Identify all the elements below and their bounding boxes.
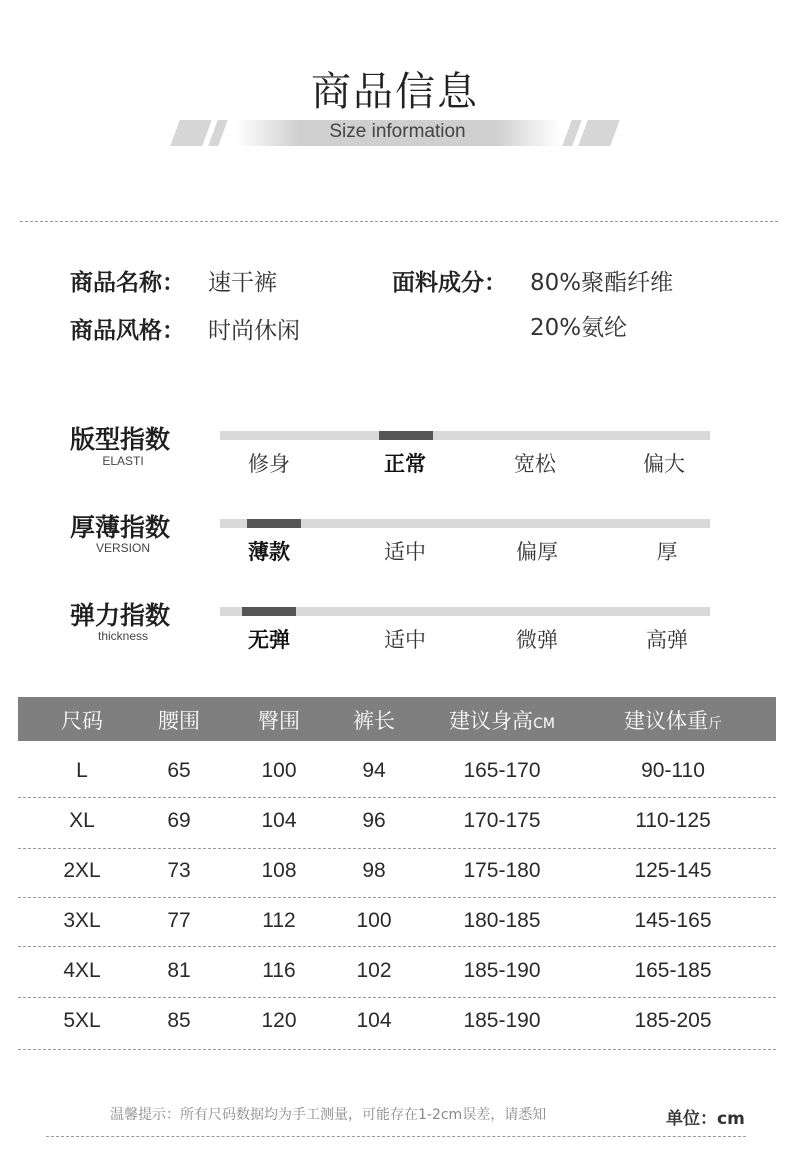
cell-weight: 125-145 (634, 859, 712, 882)
elasticity-option: 高弹 (646, 628, 688, 652)
fit-option-selected: 正常 (384, 452, 426, 476)
measurement-note: 温馨提示：所有尺码数据均为手工测量，可能存在1-2cm误差，请悉知 (110, 1107, 547, 1123)
elasticity-index-title: 弹力指数 (70, 601, 171, 630)
cell-size: 4XL (63, 959, 101, 982)
cell-waist: 81 (167, 959, 191, 982)
cell-hip: 108 (261, 859, 297, 882)
cell-height: 185-190 (463, 1009, 541, 1032)
banner-stripe-decoration (170, 120, 211, 146)
cell-length: 100 (356, 909, 392, 932)
cell-length: 102 (356, 959, 392, 982)
cell-weight: 165-185 (634, 959, 712, 982)
thickness-option: 厚 (656, 540, 678, 564)
subtitle-banner (175, 120, 615, 148)
cell-hip: 112 (262, 909, 296, 932)
unit-label: 单位：cm (666, 1109, 745, 1129)
fit-index-title: 版型指数 (70, 425, 171, 454)
elasticity-index-subtitle: thickness (97, 629, 149, 643)
header-size: 尺码 (61, 709, 103, 733)
table-row (18, 897, 776, 947)
fit-index-track (220, 431, 710, 440)
cell-weight: 185-205 (634, 1009, 712, 1032)
cell-waist: 69 (167, 809, 191, 832)
fabric-label: 面料成分： (392, 270, 507, 296)
page-subtitle: Size information (329, 121, 466, 142)
cell-hip: 104 (261, 809, 297, 832)
thickness-index-title: 厚薄指数 (70, 513, 171, 542)
cell-height: 165-170 (463, 759, 541, 782)
table-row (18, 947, 776, 997)
product-style-value: 时尚休闲 (208, 318, 300, 344)
header-weight-text: 建议体重 (624, 709, 708, 733)
cell-waist: 73 (167, 859, 191, 882)
product-style-label: 商品风格： (70, 318, 185, 344)
cell-hip: 100 (261, 759, 297, 782)
cell-length: 98 (362, 859, 386, 882)
cell-hip: 116 (262, 959, 296, 982)
header-height-unit: CM (533, 716, 555, 732)
cell-height: 170-175 (463, 809, 541, 832)
elasticity-option: 微弹 (516, 628, 558, 652)
cell-size: 2XL (63, 859, 101, 882)
header-hip: 臀围 (258, 709, 300, 733)
elasticity-index-track (220, 607, 710, 616)
fabric-line-1: 80%聚酯纤维 (530, 270, 674, 296)
header-height (434, 705, 570, 735)
thickness-option: 适中 (384, 540, 426, 564)
cell-length: 96 (362, 809, 386, 832)
fit-index-marker (379, 431, 433, 440)
section-divider (20, 221, 778, 222)
header-weight-unit: 斤 (708, 716, 722, 732)
cell-size: 3XL (63, 909, 101, 932)
footer-divider (46, 1136, 746, 1137)
cell-weight: 90-110 (641, 759, 705, 782)
cell-waist: 85 (167, 1009, 191, 1032)
thickness-option: 偏厚 (516, 540, 558, 564)
banner-stripe-decoration (578, 120, 619, 146)
header-waist: 腰围 (158, 709, 200, 733)
cell-height: 185-190 (463, 959, 541, 982)
product-name-label: 商品名称： (70, 270, 185, 296)
table-row (18, 797, 776, 847)
table-row (18, 847, 776, 897)
thickness-index-subtitle: VERSION (95, 541, 150, 555)
cell-length: 94 (362, 759, 386, 782)
header-weight (598, 705, 748, 735)
fabric-line-2: 20%氨纶 (530, 315, 628, 341)
fit-option: 修身 (248, 452, 290, 476)
size-table-header (18, 697, 776, 741)
cell-size: L (76, 759, 88, 782)
thickness-index-marker (247, 519, 301, 528)
cell-waist: 77 (167, 909, 191, 932)
elasticity-option-selected: 无弹 (248, 628, 290, 652)
cell-height: 180-185 (463, 909, 541, 932)
cell-weight: 110-125 (635, 809, 711, 832)
cell-length: 104 (356, 1009, 392, 1032)
fit-index-subtitle: ELASTI (102, 454, 144, 468)
elasticity-index-marker (242, 607, 296, 616)
fit-option: 偏大 (643, 452, 685, 476)
cell-weight: 145-165 (634, 909, 712, 932)
cell-hip: 120 (261, 1009, 297, 1032)
product-name-value: 速干裤 (208, 270, 277, 296)
cell-size: XL (69, 809, 95, 832)
header-length: 裤长 (353, 709, 395, 733)
table-row (18, 997, 776, 1047)
cell-height: 175-180 (463, 859, 541, 882)
banner-stripe-decoration (208, 120, 227, 146)
page-title: 商品信息 (311, 69, 479, 115)
thickness-index-track (220, 519, 710, 528)
row-divider (18, 1049, 776, 1050)
elasticity-option: 适中 (384, 628, 426, 652)
table-row (18, 747, 776, 797)
header-height-text: 建议身高 (449, 709, 534, 733)
fit-option: 宽松 (514, 452, 556, 476)
cell-size: 5XL (63, 1009, 101, 1032)
cell-waist: 65 (167, 759, 191, 782)
thickness-option-selected: 薄款 (248, 540, 290, 564)
